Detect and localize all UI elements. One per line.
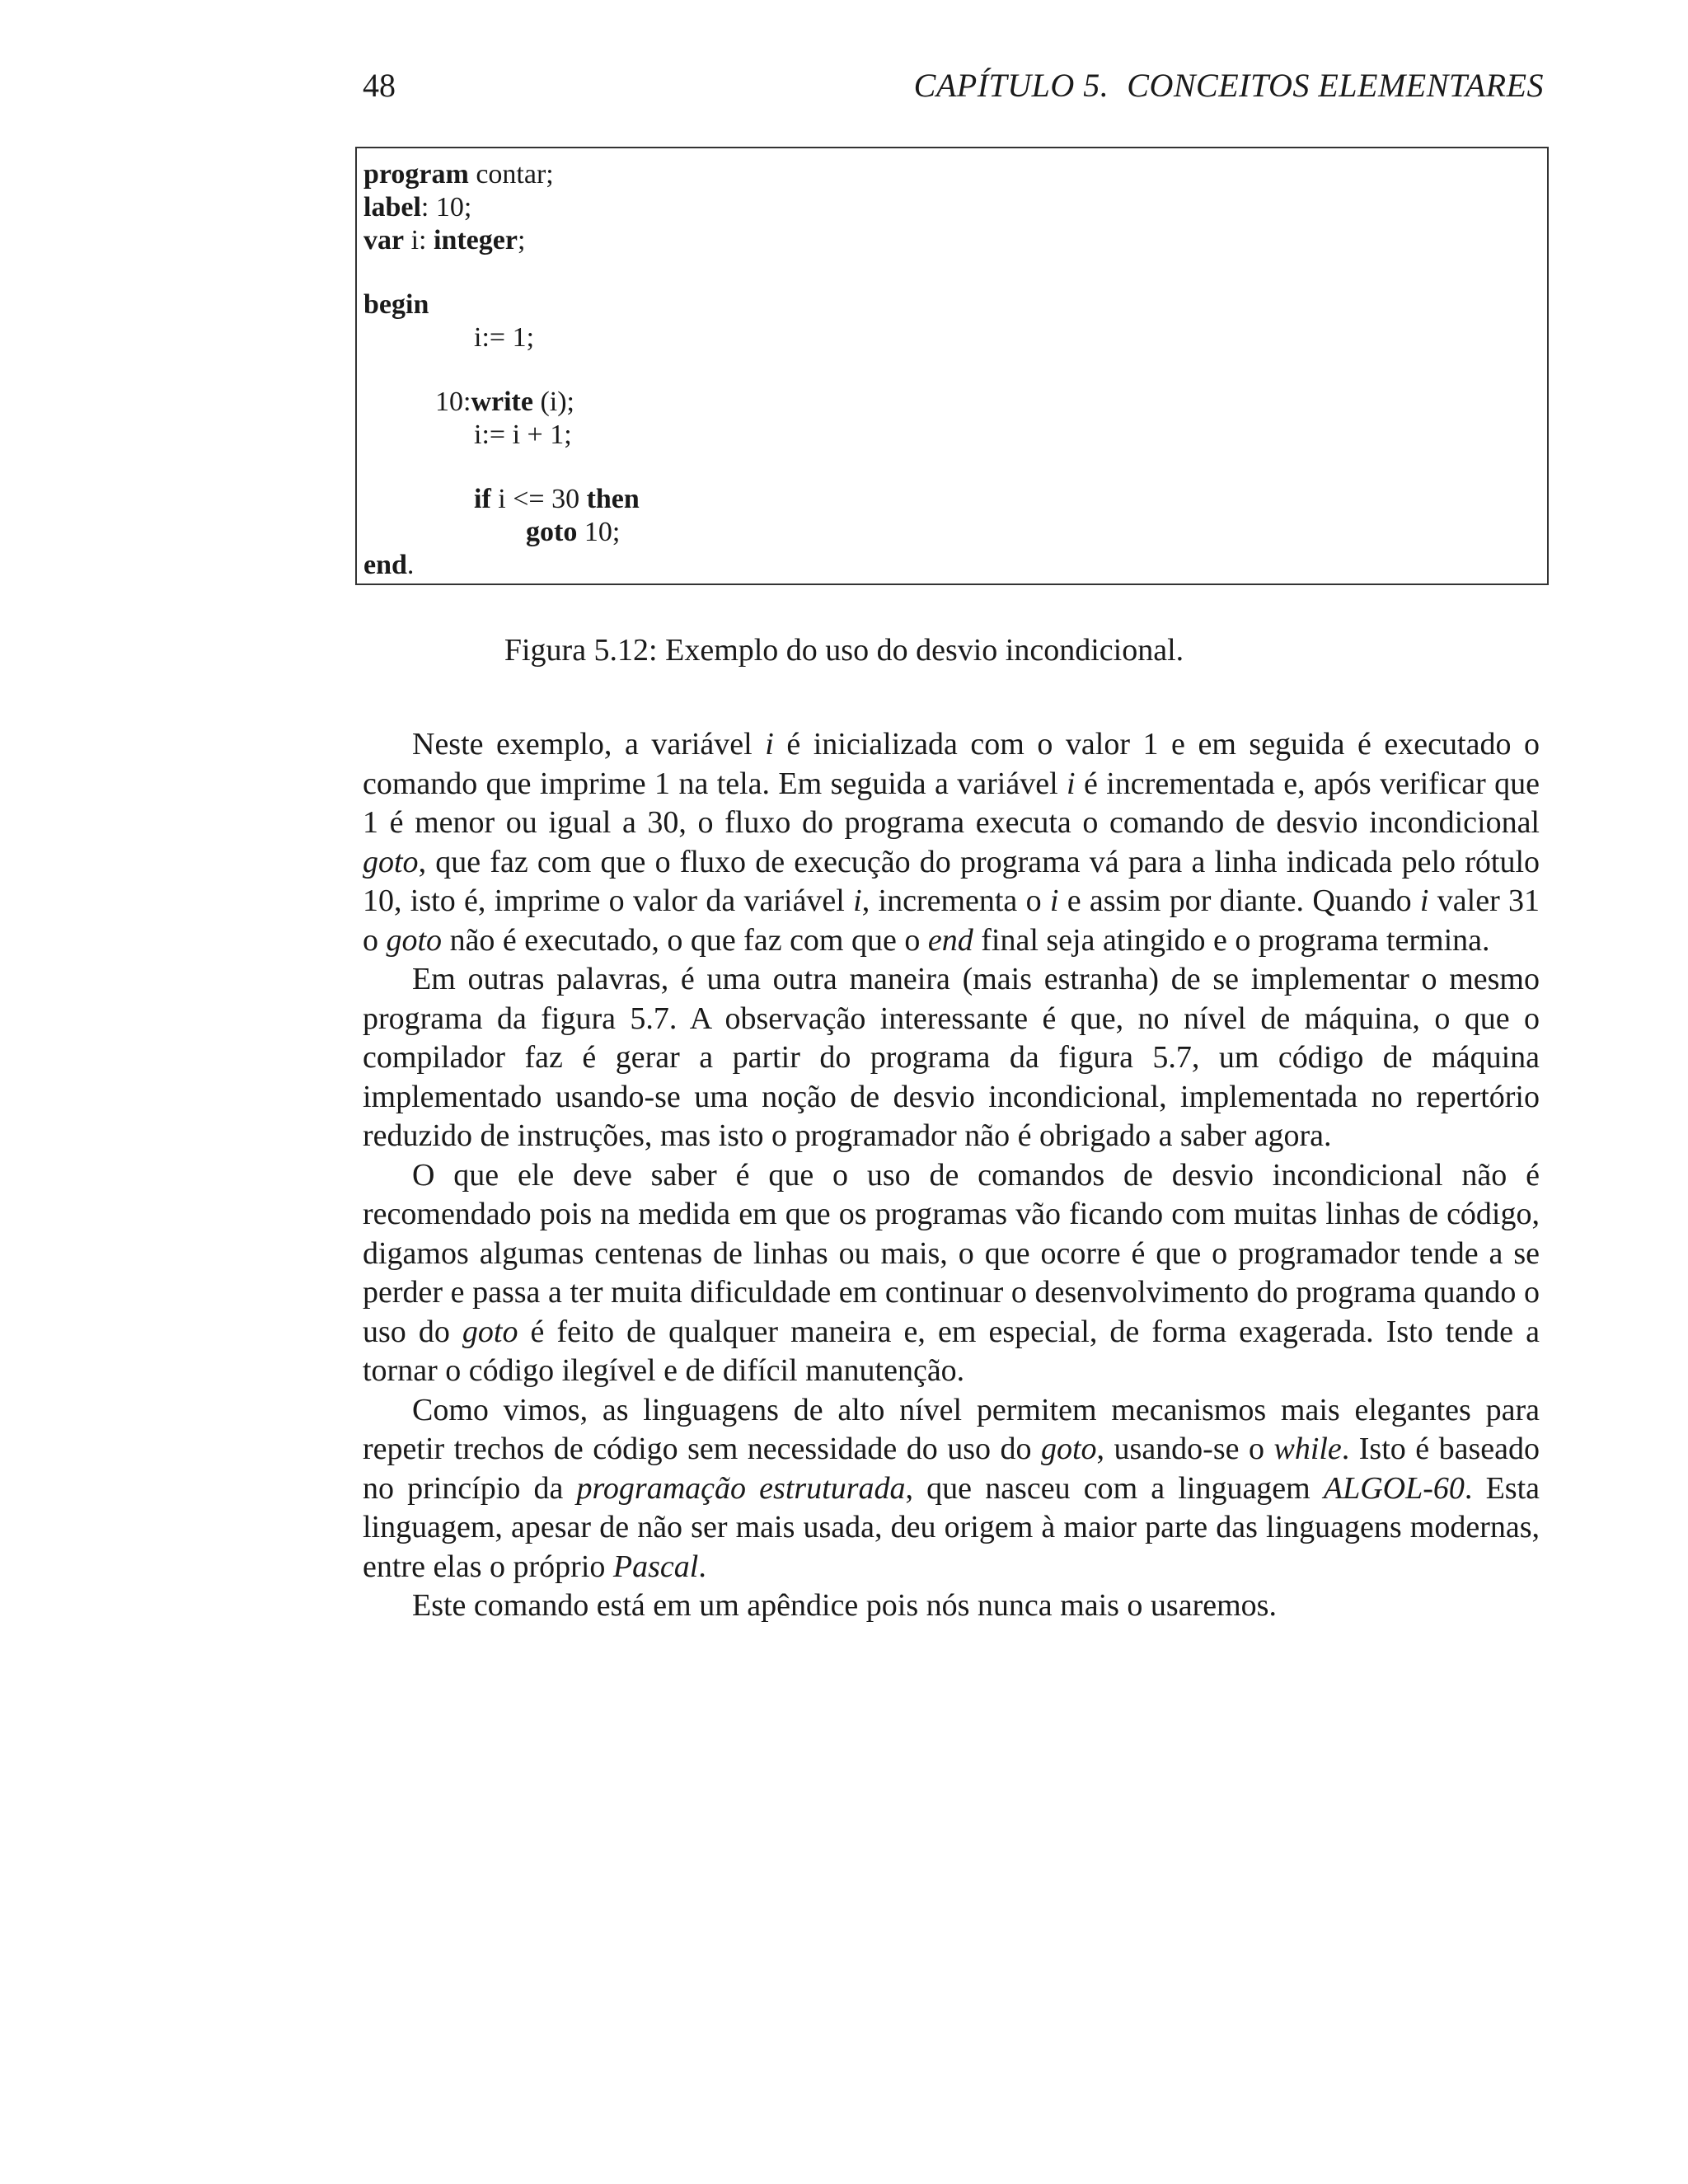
variable: i (1049, 883, 1059, 918)
text-run: . Isto é baseado no princípio da (363, 1432, 1540, 1506)
keyword: integer (434, 225, 518, 255)
text-run: e assim por diante. Quando (1058, 883, 1420, 918)
text-run: Como vimos, as linguagens de alto nível permitem mecanismos mais elegantes para repetir trechos de código sem necessidade do uso do (363, 1392, 1540, 1466)
variable: i (1419, 883, 1429, 918)
code-text: ; (517, 225, 526, 255)
code-line-8 (474, 483, 640, 516)
keyword: var (363, 225, 405, 255)
text-run: é inicializada com o valor 1 e em seguida é executado o comando que imprime 1 na tela. Em seguida a variável (363, 727, 1540, 801)
running-head (914, 66, 1544, 105)
keyword-italic: end (927, 922, 973, 958)
code-text: (i); (532, 387, 575, 417)
text-run: final seja atingido e o programa termina. (973, 922, 1490, 958)
code-line-4 (363, 288, 429, 321)
variable: i (1067, 766, 1076, 801)
text-run: , usando-se o (1096, 1432, 1274, 1466)
keyword: if (474, 484, 491, 514)
figure-caption: Figura 5.12: Exemplo do uso do desvio incondicional. (504, 633, 1184, 668)
paragraph (363, 1391, 1540, 1587)
text-run: . (698, 1549, 706, 1584)
keyword-italic: goto (1040, 1432, 1097, 1466)
text-run: é feito de qualquer maneira e, em especial, de forma exagerada. Isto tende a tornar o código ilegível e de difícil manutenção. (363, 1314, 1540, 1388)
text-run: , que faz com que o fluxo de execução do programa vá para a linha indicada pelo rótulo 10, isto é, imprime o valor da variável (363, 844, 1540, 918)
chapter-title: CONCEITOS ELEMENTARES (1127, 67, 1544, 104)
text-run: O que ele deve saber é que o uso de comandos de desvio incondicional não é recomendado pois na medida em que os programas vão ficando com muitas linhas de código, digamos algumas centenas de linhas ou mais, o que ocorre é que o programador tende a se perder e passa a ter muita dificuldade em continuar o desenvolvimento do programa quando o uso do (363, 1157, 1540, 1349)
keyword: begin (363, 289, 429, 320)
code-line-7 (474, 419, 572, 452)
term-italic: Pascal (612, 1549, 699, 1584)
paragraph (363, 725, 1540, 960)
code-line-6 (435, 386, 574, 419)
keyword-italic: while (1273, 1432, 1342, 1466)
code-line-5 (474, 321, 534, 354)
code-line-9 (526, 516, 620, 549)
code-line-1 (363, 158, 554, 191)
code-text: : 10; (420, 192, 472, 223)
code-text: 10; (577, 517, 621, 547)
text-run: , incrementa o (861, 883, 1050, 918)
text-run: valer 31 o (363, 883, 1540, 958)
keyword: end (363, 550, 407, 580)
paragraph: Em outras palavras, é uma outra maneira (mais estranha) de se implementar o mesmo programa da figura 5.7. A observação interessante é que, no nível de máquina, o que o compilador faz é gerar a partir do programa da figura 5.7, um código de máquina implementado usando-se uma noção de desvio incondicional, implementada no repertório reduzido de instruções, mas isto o programador não é obrigado a saber agora. (363, 962, 1540, 1153)
code-text: i <= 30 (490, 484, 587, 514)
keyword: label (363, 192, 421, 223)
body-text (363, 725, 1540, 1626)
keyword: goto (526, 517, 578, 547)
paragraph (363, 1156, 1540, 1391)
variable: i (765, 727, 774, 762)
code-line-3 (363, 224, 525, 257)
text-run: é incrementada e, após verificar que 1 é menor ou igual a 30, o fluxo do programa executa o comando de desvio incondicional (363, 766, 1540, 840)
code-listing (355, 147, 1549, 585)
variable: i (853, 883, 862, 918)
paragraph: Este comando está em um apêndice pois nós nunca mais o usaremos. (412, 1588, 1277, 1623)
text-run: não é executado, o que faz com que o (442, 922, 928, 958)
code-text: i:= 1; (474, 322, 535, 353)
keyword-italic: goto (386, 922, 443, 958)
page-number: 48 (363, 67, 396, 104)
code-text: contar; (468, 159, 554, 190)
code-line-10 (363, 549, 414, 582)
code-label: 10: (435, 387, 471, 417)
keyword: write (471, 387, 533, 417)
code-text: i:= i + 1; (474, 419, 572, 450)
term-italic: ALGOL-60 (1323, 1470, 1465, 1506)
code-text: i: (404, 225, 434, 255)
keyword: program (363, 159, 469, 190)
code-line-2 (363, 191, 471, 224)
keyword-italic: goto (363, 844, 419, 879)
keyword-italic: goto (462, 1314, 518, 1349)
text-run: Neste exemplo, a variável (412, 727, 766, 762)
text-run: . Esta linguagem, apesar de não ser mais usada, deu origem à maior parte das linguagens modernas, entre elas o próprio (363, 1470, 1540, 1584)
chapter-label: CAPÍTULO 5. (913, 67, 1109, 104)
keyword: then (586, 484, 640, 514)
text-run: , que nasceu com a linguagem (905, 1470, 1324, 1506)
code-text: . (406, 550, 415, 580)
term-italic: programação estruturada (576, 1470, 906, 1506)
